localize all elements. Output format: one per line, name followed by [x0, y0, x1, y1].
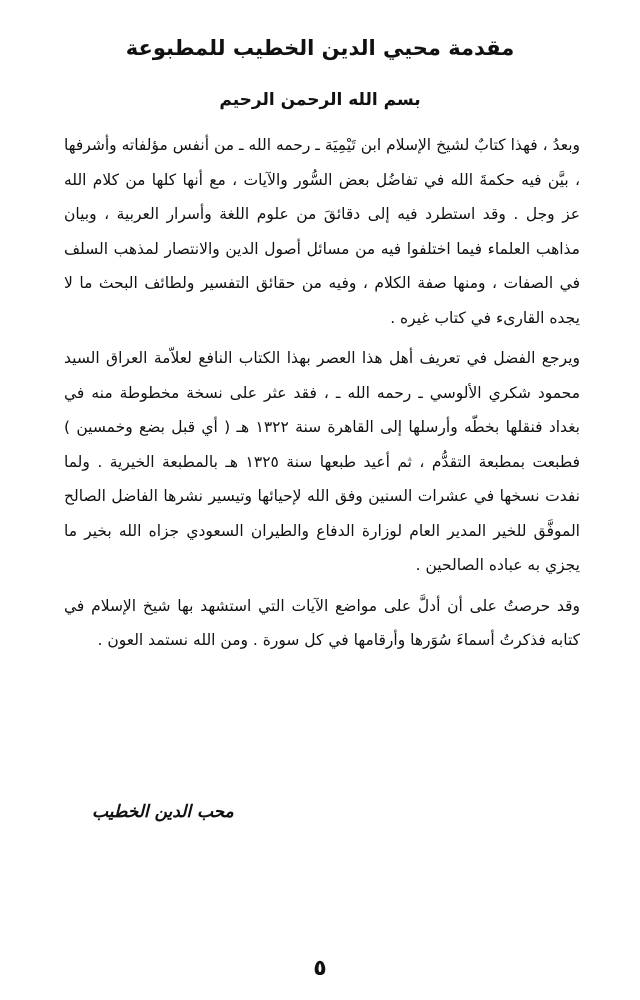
page-title: مقدمة محيي الدين الخطيب للمطبوعة [125, 36, 515, 60]
author-signature: محب الدين الخطيب [92, 802, 234, 822]
body-text [64, 128, 580, 664]
basmala-heading: بسم الله الرحمن الرحيم [219, 90, 421, 110]
page-number: ٥ [313, 956, 327, 981]
paragraph-1: وبعدُ ، فهذا كتابٌ لشيخ الإسلام ابن تَيْمِيَة ـ رحمه الله ـ من أنفس مؤلفاته وأشرفها ، بيَّن فيه حكمةَ الله في تفاضُل بعض السُّور والآيات ، مع أنها كلها من كلام الله عز وجل . وقد استطرد فيه إلى دقائقَ من علوم اللغة وأسرار العربية ، وبيان مذاهب العلماء فيما اختلفوا فيه من مسائل أصول الدين والانتصار لمذهب السلف في الصفات ، ومنها صفة الكلام ، وفيه من حقائق التفسير ولطائف البحث ما لا يجده القارىء في كتاب غيره . [64, 136, 580, 327]
paragraph-3: وقد حرصتُ على أن أدلَّ على مواضع الآيات التي استشهد بها شيخ الإسلام في كتابه فذكرتُ أسماءَ سُوَرها وأرقامها في كل سورة . ومن الله نستمد العون . [64, 596, 580, 649]
paragraph-2: ويرجع الفضل في تعريف أهل هذا العصر بهذا الكتاب النافع لعلاّمة العراق السيد محمود شكري الألوسي ـ رحمه الله ـ ، فقد عثر على نسخة مخطوطة منه في بغداد فنقلها بخطّه وأرسلها إلى القاهرة سنة ١٣٢٢ هـ ( أي قبل بضع وخمسين ) فطبعت بمطبعة التقدُّم ، ثم أعيد طبعها سنة ١٣٢٥ هـ بالمطبعة الخيرية . ولما نفدت نسخها في عشرات السنين وفق الله لإحيائها وتيسير نشرها الفاضل الصالح الموفَّق للخير المدير العام لوزارة الدفاع والطيران السعودي جزاه الله بخير ما يجزي به عباده الصالحين . [64, 349, 580, 574]
